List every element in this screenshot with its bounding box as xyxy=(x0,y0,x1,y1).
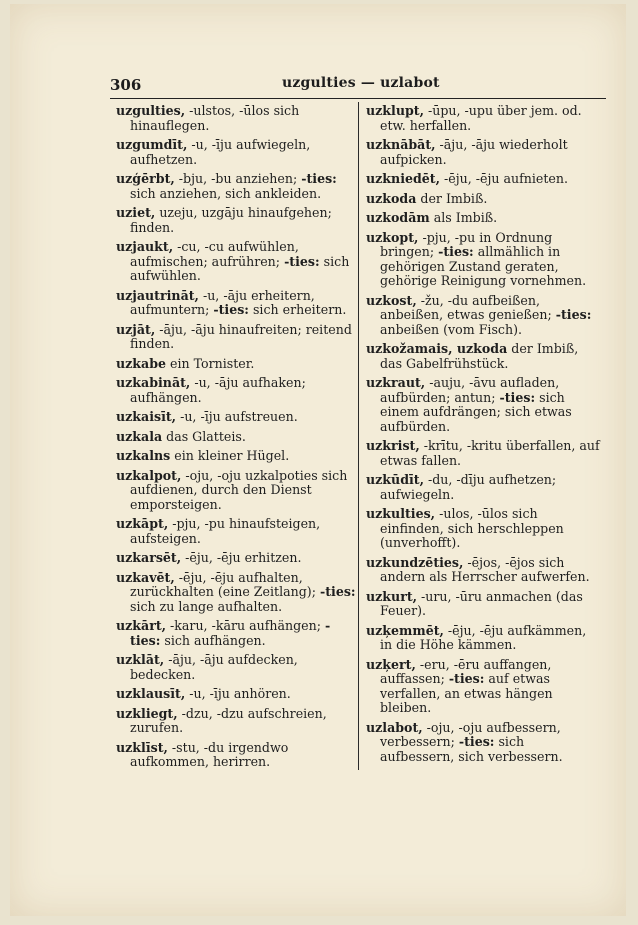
column-divider xyxy=(358,102,359,770)
entry-headword: uzklausīt, xyxy=(116,686,186,701)
entry-reflexive-definition: sich erheitern. xyxy=(248,302,347,317)
dictionary-entry xyxy=(366,172,602,187)
entry-reflexive-marker: -ties: xyxy=(438,244,474,259)
dictionary-entry xyxy=(116,449,356,464)
entry-headword: uzkulties, xyxy=(366,506,436,521)
entry-reflexive-definition: sich zu lange aufhalten. xyxy=(130,598,283,614)
entry-reflexive-definition: sich anziehen, sich ankleiden. xyxy=(130,185,322,201)
entry-definition: -uru, -ūru anmachen (das Feuer). xyxy=(380,588,583,618)
entry-definition: -oju, -oju aufbessern, verbessern; xyxy=(380,719,561,749)
entry-reflexive-marker: -ties: xyxy=(499,389,536,405)
entry-reflexive-marker: -ties: xyxy=(213,302,249,317)
dictionary-entry xyxy=(116,551,356,566)
entry-definition: -u, -īju aufwiegeln, aufhetzen. xyxy=(130,137,311,167)
dictionary-entry xyxy=(116,323,356,352)
dictionary-entry xyxy=(116,376,356,405)
entry-headword: uzkundzēties, xyxy=(366,554,464,570)
dictionary-entry xyxy=(366,507,602,551)
entry-definition: -āju, -āju hinaufreiten; reitend finden. xyxy=(130,321,352,351)
dictionary-entry xyxy=(116,138,356,167)
entry-reflexive-marker: -ties: xyxy=(284,253,320,269)
entry-headword: uzkraut, xyxy=(366,375,426,390)
entry-reflexive-marker: -ties: xyxy=(555,307,592,322)
entry-definition: als Imbiß. xyxy=(429,210,498,225)
dictionary-entry xyxy=(116,430,356,445)
entry-definition: -ulstos, -ūlos sich hinauflegen. xyxy=(130,103,300,133)
dictionary-entry xyxy=(116,741,356,770)
entry-headword: uzkurt, xyxy=(366,588,418,604)
dictionary-entry xyxy=(116,619,356,648)
entry-headword: uzkoda xyxy=(366,190,417,206)
entry-definition: -oju, -oju uzkalpoties sich aufdienen, durch den Dienst emporsteigen. xyxy=(130,467,348,512)
dictionary-entry xyxy=(366,342,602,371)
entry-headword: uzģērbt, xyxy=(116,171,175,186)
entry-definition: -ulos, -ūlos sich einfinden, sich herschleppen (unverhofft). xyxy=(380,506,564,550)
entry-reflexive-definition: auf etwas verfallen, an etwas hängen bleiben. xyxy=(380,671,553,715)
entry-headword: uzkārt, xyxy=(116,618,167,633)
entry-headword: uzjāt, xyxy=(116,321,156,337)
page-number: 306 xyxy=(110,76,142,94)
dictionary-entry xyxy=(366,624,602,653)
entry-headword: uzkāpt, xyxy=(116,516,169,531)
dictionary-entry xyxy=(366,231,602,289)
entry-definition: -āju, -āju aufdecken, bedecken. xyxy=(130,652,298,682)
entry-reflexive-marker: -ties: xyxy=(458,734,495,749)
dictionary-entry xyxy=(116,240,356,284)
dictionary-entry xyxy=(116,469,356,513)
entry-headword: uzklāt, xyxy=(116,652,165,667)
entry-definition: -dzu, -dzu aufschreien, zurufen. xyxy=(130,705,327,735)
entry-definition: -ējos, -ējos sich andern als Herrscher aufwerfen. xyxy=(380,554,590,584)
entry-definition: -ēju, -ēju aufkämmen, in die Höhe kämmen. xyxy=(380,622,587,652)
entry-reflexive-marker: -ties: xyxy=(301,171,337,186)
entry-definition: das Glatteis. xyxy=(162,428,246,444)
entry-definition: -karu, -kāru aufhängen; xyxy=(166,618,321,633)
entry-reflexive-marker: -ties: xyxy=(319,584,356,599)
entry-headword: uzkliegt, xyxy=(116,705,178,721)
dictionary-entry xyxy=(116,571,356,615)
entry-headword: uzgumdīt, xyxy=(116,137,188,152)
running-header xyxy=(110,74,606,99)
entry-headword: uzknābāt, xyxy=(366,137,436,152)
entry-headword: uzkrist, xyxy=(366,438,420,453)
entry-headword: uzkabināt, xyxy=(116,375,191,390)
dictionary-entry xyxy=(116,289,356,318)
entry-definition: -žu, -du aufbeißen, anbeißen, etwas genießen; xyxy=(380,292,552,322)
entry-definition: ein kleiner Hügel. xyxy=(170,448,290,463)
entry-definition: -u, -āju aufhaken; aufhängen. xyxy=(130,375,306,405)
dictionary-entry xyxy=(116,206,356,235)
entry-headword: uzkaisīt, xyxy=(116,409,177,424)
entry-headword: uzkopt, xyxy=(366,229,419,245)
entry-headword: uzķemmēt, xyxy=(366,622,444,638)
dictionary-entry xyxy=(366,439,602,468)
dictionary-entry xyxy=(366,138,602,167)
dictionary-entry xyxy=(366,590,602,619)
dictionary-entry xyxy=(116,653,356,682)
entry-headword: uzlabot, xyxy=(366,719,423,735)
entry-headword: uzkalpot, xyxy=(116,467,182,483)
dictionary-entry xyxy=(116,687,356,702)
dictionary-entry xyxy=(116,357,356,372)
entry-definition: -cu, -cu aufwühlen, aufmischen; aufrühren; xyxy=(130,239,299,269)
entry-definition: -ēju, -ēju aufhalten, zurückhalten (eine Zeitlang); xyxy=(130,569,316,599)
entry-reflexive-marker: -ties: xyxy=(130,618,331,648)
entry-headword: uzkabe xyxy=(116,355,167,371)
entry-reflexive-definition: allmählich in gehörigen Zustand geraten, gehörige Reinigung vornehmen. xyxy=(380,244,587,288)
entry-headword: uzkavēt, xyxy=(116,569,175,585)
entry-reflexive-marker: -ties: xyxy=(448,671,485,686)
entry-reflexive-definition: sich aufwühlen. xyxy=(130,253,350,283)
left-column xyxy=(116,104,356,775)
entry-headword: uzkarsēt, xyxy=(116,550,182,565)
dictionary-entry xyxy=(116,410,356,425)
dictionary-entry xyxy=(366,556,602,585)
dictionary-entry xyxy=(366,104,602,133)
entry-definition: uzeju, uzgāju hinaufgehen; finden. xyxy=(130,205,332,235)
dictionary-entry xyxy=(366,211,602,226)
dictionary-entry xyxy=(116,172,356,201)
entry-reflexive-definition: sich aufbessern, sich verbessern. xyxy=(380,734,563,764)
dictionary-entry xyxy=(366,192,602,207)
entry-reflexive-definition: sich einem aufdrängen; sich etwas aufbürden. xyxy=(380,389,572,434)
dictionary-entry xyxy=(366,658,602,716)
entry-definition: -eru, -ēru auffangen, auffassen; xyxy=(380,656,552,686)
entry-definition: der Imbiß. xyxy=(416,190,488,206)
entry-definition: -stu, -du irgendwo aufkommen, herirren. xyxy=(130,739,289,769)
entry-headword: uzķert, xyxy=(366,656,416,672)
dictionary-entry xyxy=(116,707,356,736)
entry-headword: uzklīst, xyxy=(116,739,168,755)
entry-definition: ein Tornister. xyxy=(166,355,255,371)
entry-definition: -ēju, -ēju aufnieten. xyxy=(440,171,568,186)
entry-headword: uzkost, xyxy=(366,292,417,308)
entry-definition: -pju, -pu in Ordnung bringen; xyxy=(380,229,553,259)
entry-definition: -krītu, -kritu überfallen, auf etwas fallen. xyxy=(380,438,600,468)
entry-definition: -ūpu, -upu über jem. od. etw. herfallen. xyxy=(380,103,582,133)
dictionary-entry xyxy=(116,104,356,133)
entry-definition: -du, -dīju aufhetzen; aufwiegeln. xyxy=(380,472,557,502)
entry-definition: der Imbiß, das Gabelfrühstück. xyxy=(380,341,579,371)
entry-definition: -u, -īju aufstreuen. xyxy=(176,409,298,424)
entry-definition: -auju, -āvu aufladen, aufbürden; antun; xyxy=(380,375,560,405)
dictionary-entry xyxy=(366,721,602,765)
entry-definition: -bju, -bu anziehen; xyxy=(174,171,298,186)
entry-headword: uzjaukt, xyxy=(116,239,174,254)
entry-reflexive-definition: anbeißen (vom Fisch). xyxy=(380,321,523,337)
page-title: uzgulties — uzlabot xyxy=(282,75,440,91)
entry-headword: uziet, xyxy=(116,205,156,220)
dictionary-entry xyxy=(366,473,602,502)
entry-definition: -pju, -pu hinaufsteigen, aufsteigen. xyxy=(130,516,321,546)
entry-definition: -u, -āju erheitern, aufmuntern; xyxy=(130,287,315,317)
right-column xyxy=(366,104,602,769)
dictionary-entry xyxy=(366,294,602,338)
entry-headword: uzkniedēt, xyxy=(366,171,441,186)
entry-definition: -u, -īju anhören. xyxy=(185,686,291,701)
entry-definition: -ēju, -ēju erhitzen. xyxy=(181,550,302,565)
entry-reflexive-definition: sich aufhängen. xyxy=(160,632,266,648)
entry-headword: uzkūdīt, xyxy=(366,472,424,487)
entry-headword: uzkodām xyxy=(366,210,430,225)
entry-headword: uzjautrināt, xyxy=(116,287,199,303)
entry-definition: -āju, -āju wiederholt aufpicken. xyxy=(380,137,568,167)
dictionary-entry xyxy=(366,376,602,434)
entry-headword: uzkožamais, uzkoda xyxy=(366,341,508,356)
entry-headword: uzklupt, xyxy=(366,103,424,118)
entry-headword: uzkala xyxy=(116,428,163,444)
entry-headword: uzgulties, xyxy=(116,103,186,118)
dictionary-entry xyxy=(116,517,356,546)
entry-headword: uzkalns xyxy=(116,448,171,463)
